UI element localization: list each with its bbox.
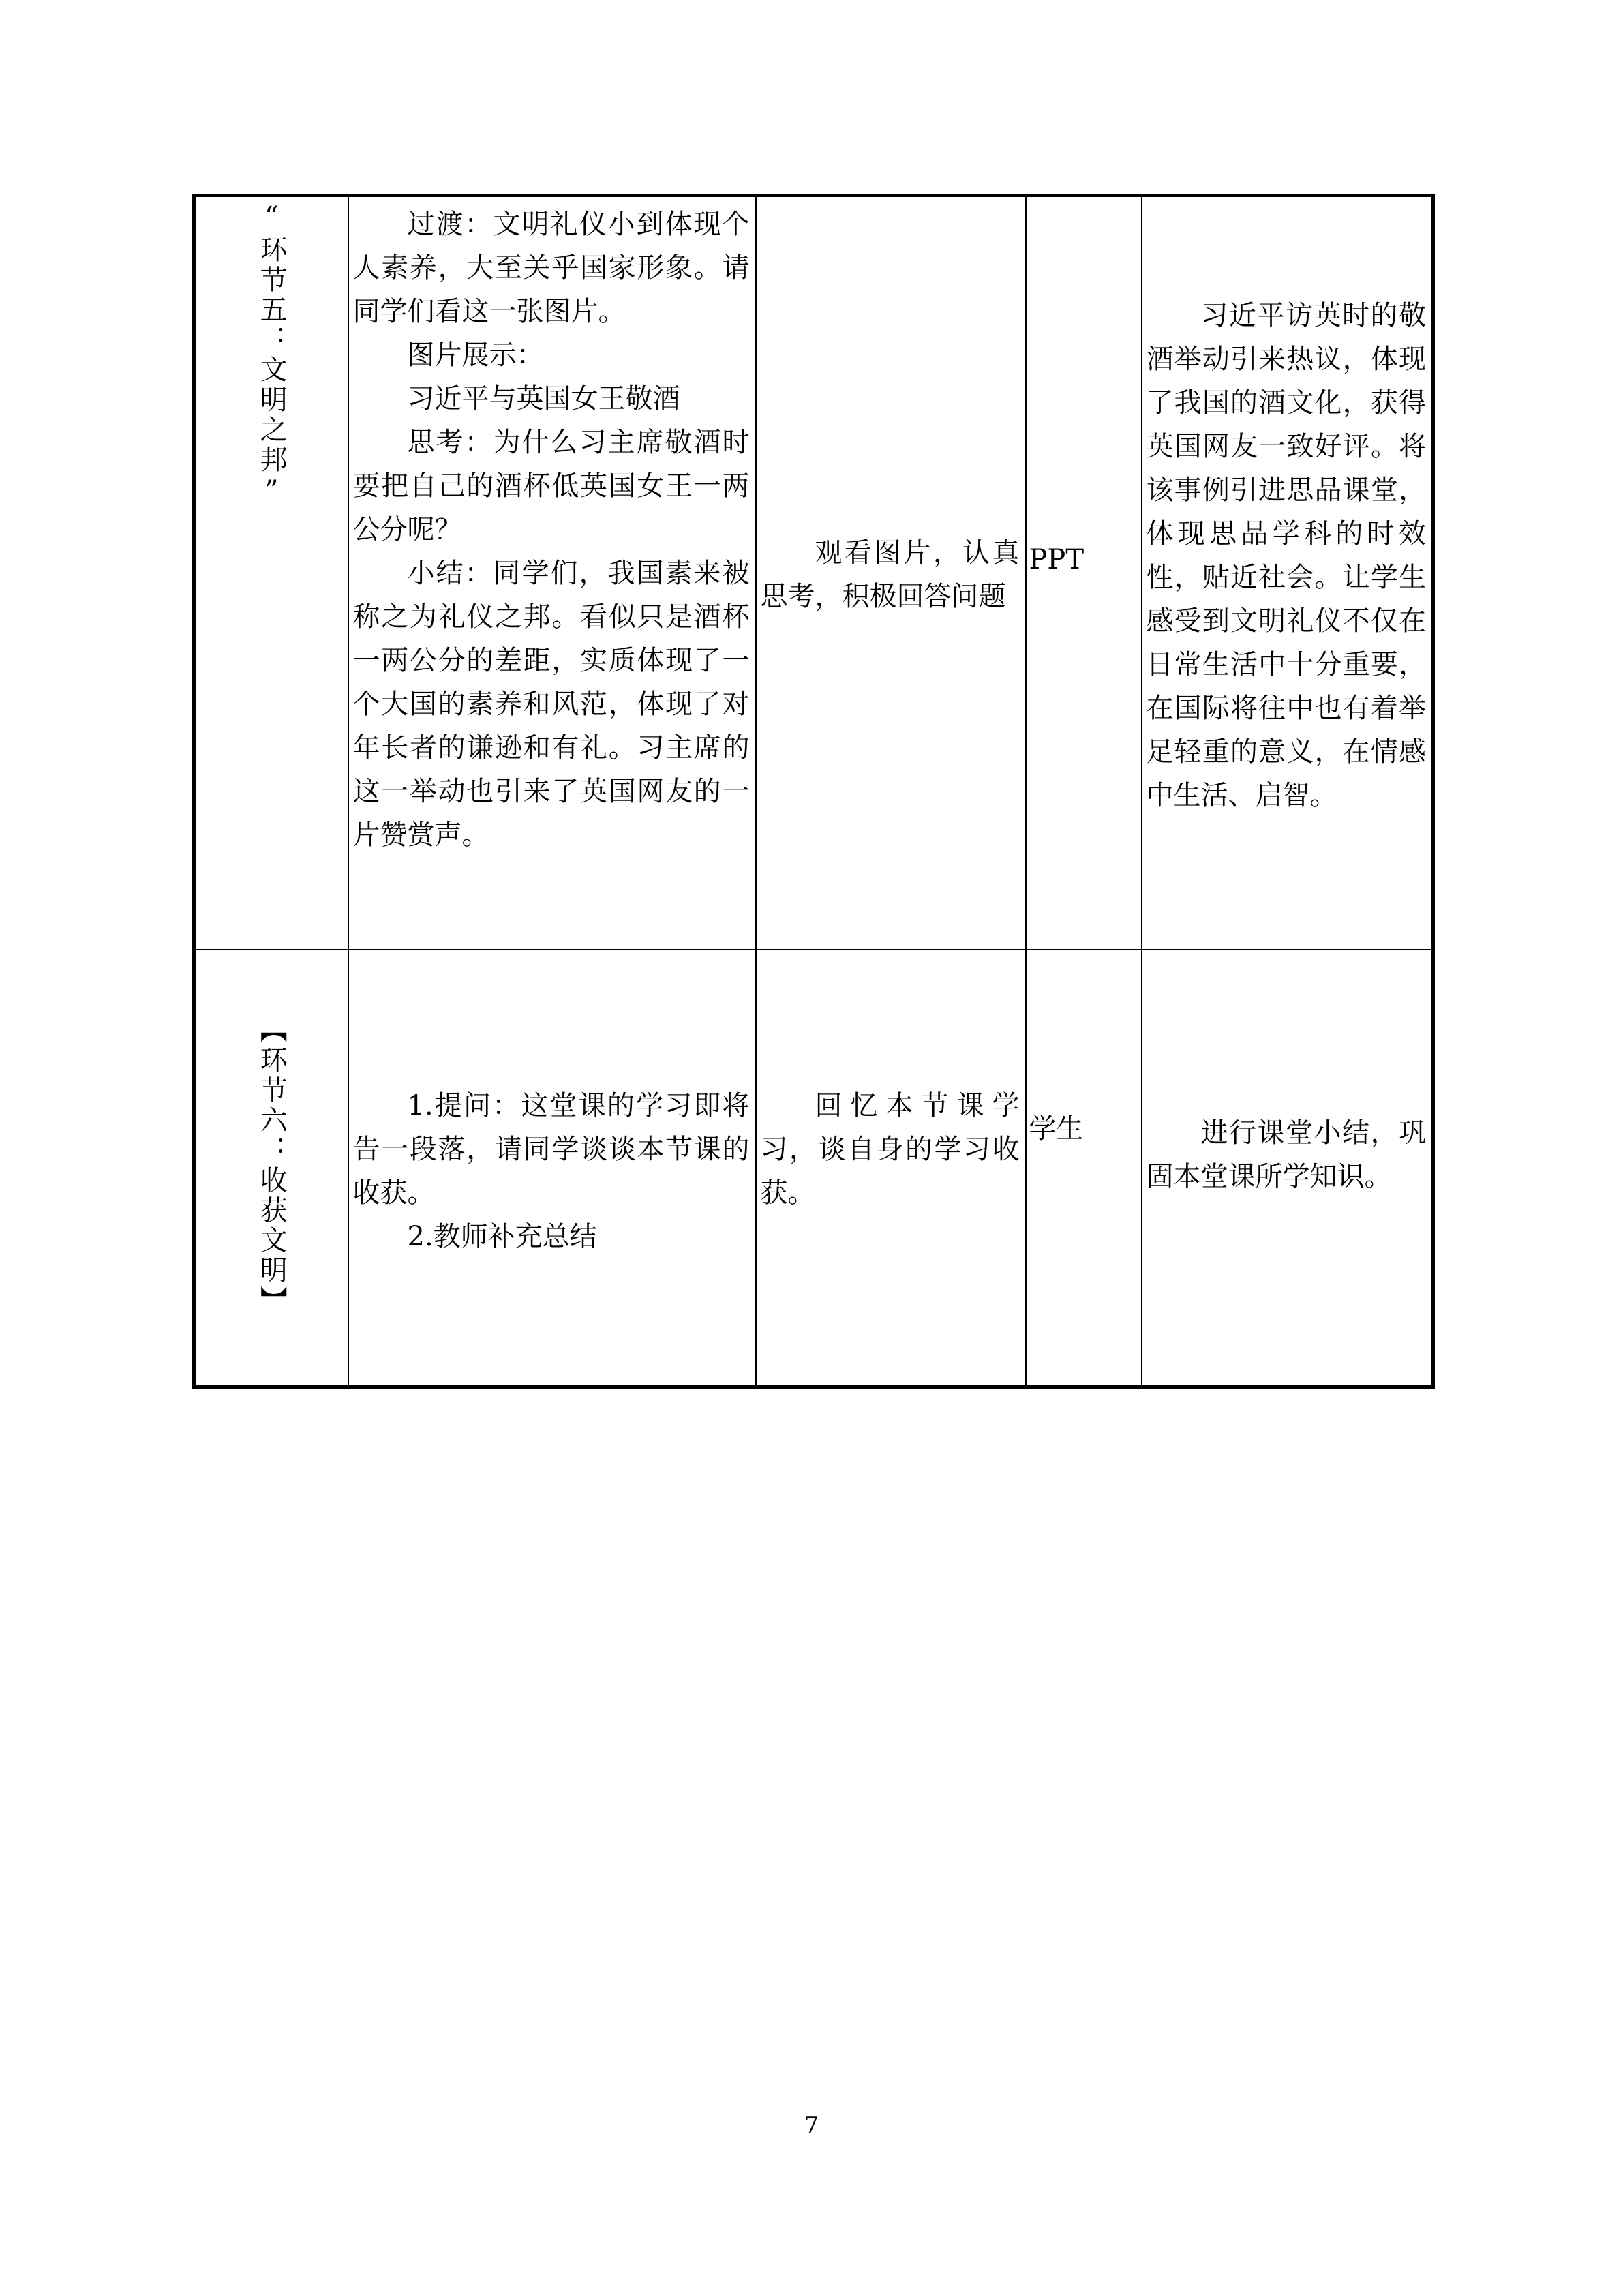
media-cell xyxy=(1026,950,1142,1387)
design-intent-text: 进行课堂小结，巩固本堂课所学知识。 xyxy=(1146,1117,1426,1193)
teacher-activity-paragraph: 1.提问：这堂课的学习即将告一段落，请同学谈谈本节课的收获。 xyxy=(352,1090,750,1209)
page-number: 7 xyxy=(804,2112,819,2139)
design-intent-text: 习近平访英时的敬酒举动引来热议，体现了我国的酒文化，获得英国网友一致好评。将该事例引进思品课堂，体现思品学科的时效性，贴近社会。让学生感受到文明礼仪不仅在日常生活中十分重要，在国际将往中也有着举足轻重的意义，在情感中生活、启智。 xyxy=(1146,300,1426,811)
teacher-activity-paragraph: 习近平与英国女王敬酒 xyxy=(407,383,680,414)
design-intent-cell xyxy=(1142,196,1434,950)
teacher-activity-paragraph: 2.教师补充总结 xyxy=(407,1221,597,1253)
media-text: 学生 xyxy=(1029,1113,1084,1145)
student-activity-text: 观看图片，认真思考，积极回答问题 xyxy=(760,537,1020,612)
student-activity-cell xyxy=(756,196,1026,950)
teacher-activity-cell xyxy=(348,950,756,1387)
media-text: PPT xyxy=(1029,544,1084,575)
teacher-activity-paragraph: 过渡：文明礼仪小到体现个人素养，大至关乎国家形象。请同学们看这一张图片。 xyxy=(352,209,750,327)
student-activity-text: 回忆本节课学习，谈自身的学习收获。 xyxy=(760,1090,1020,1209)
stage-cell xyxy=(194,196,348,950)
stage-title: “环节五：文明之邦” xyxy=(256,201,288,509)
lesson-plan-table xyxy=(192,194,1435,1389)
table-row xyxy=(194,950,1434,1387)
teacher-activity-paragraph: 小结：同学们，我国素来被称之为礼仪之邦。看似只是酒杯一两公分的差距，实质体现了一个大国的素养和风范，体现了对年长者的谦逊和有礼。习主席的这一举动也引来了英国网友的一片赞赏声。 xyxy=(352,558,750,851)
student-activity-cell xyxy=(756,950,1026,1387)
teacher-activity-paragraph: 图片展示： xyxy=(407,339,544,371)
teacher-activity-cell xyxy=(348,196,756,950)
stage-cell xyxy=(194,950,348,1387)
teacher-activity-paragraph: 思考：为什么习主席敬酒时要把自己的酒杯低英国女王一两公分呢？ xyxy=(352,427,750,545)
design-intent-cell xyxy=(1142,950,1434,1387)
media-cell xyxy=(1026,196,1142,950)
table-row xyxy=(194,196,1434,950)
stage-title: 【环节六：收获文明】 xyxy=(256,1016,288,1316)
